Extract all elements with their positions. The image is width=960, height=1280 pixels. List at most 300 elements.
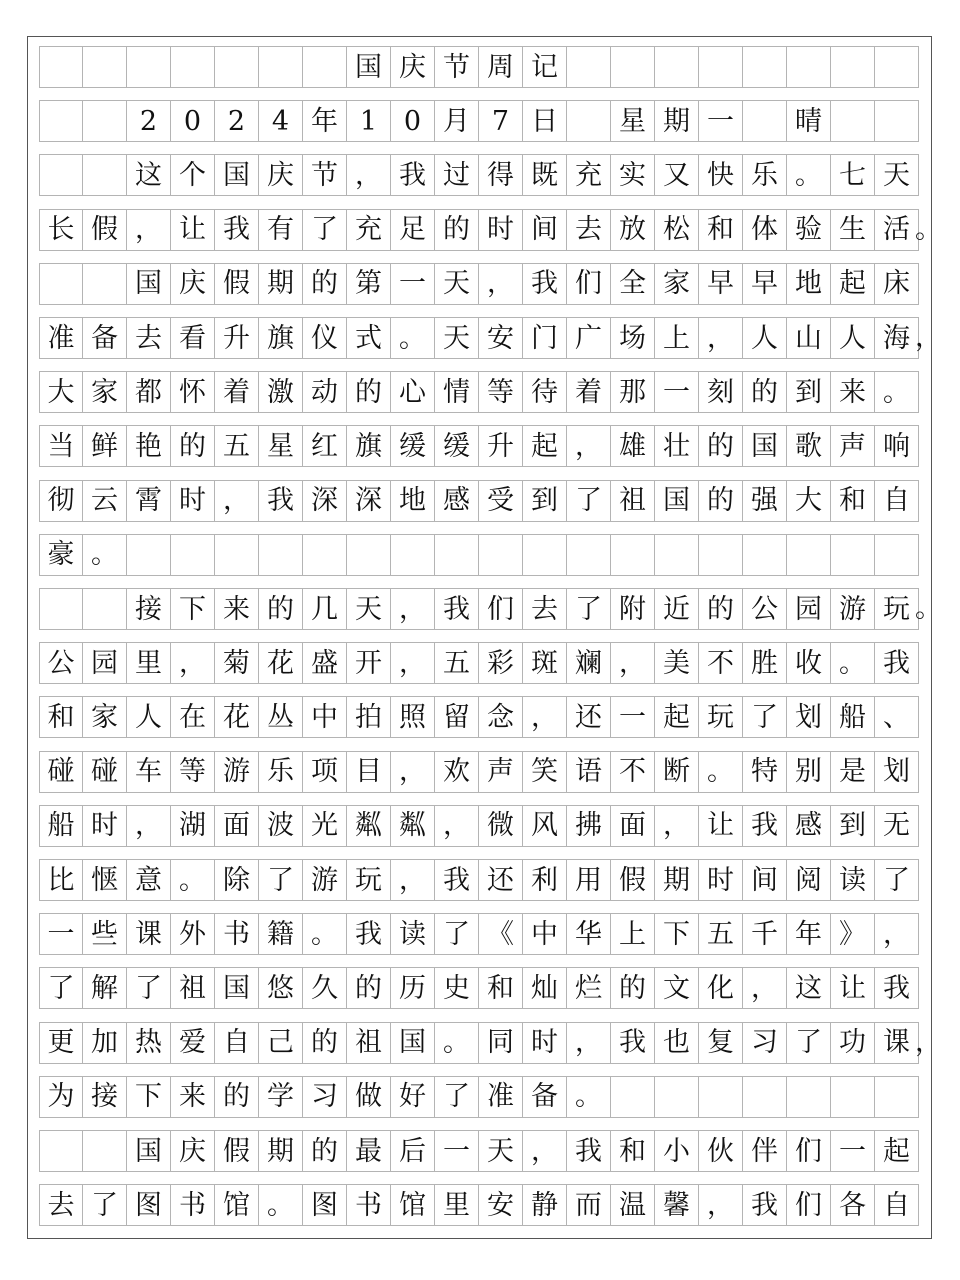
grid-cell: [303, 46, 347, 88]
grid-cell: 历: [391, 967, 435, 1009]
grid-cell: 花: [215, 696, 259, 738]
grid-cell: [83, 154, 127, 196]
grid-cell: 4: [259, 100, 303, 142]
grid-cell: 天: [347, 588, 391, 630]
grid-cell: ，: [391, 642, 435, 684]
grid-cell: 年: [303, 100, 347, 142]
grid-cell: 断: [655, 751, 699, 793]
grid-cell: 国: [215, 154, 259, 196]
grid-cell: 微: [479, 805, 523, 847]
grid-cell: 0: [171, 100, 215, 142]
grid-cell: 也: [655, 1022, 699, 1064]
grid-cell: 化: [699, 967, 743, 1009]
grid-cell: 加: [83, 1022, 127, 1064]
grid-cell: 我: [567, 1130, 611, 1172]
overhang-punctuation: ，: [915, 322, 942, 353]
grid-cell: 们: [787, 1130, 831, 1172]
grid-cell: 准: [479, 1076, 523, 1118]
grid-cell: 天: [435, 317, 479, 359]
grid-cell: 又: [655, 154, 699, 196]
grid-cell: 一: [391, 263, 435, 305]
grid-cell: 习: [743, 1022, 787, 1064]
grid-cell: 面: [215, 805, 259, 847]
grid-cell: 声: [831, 425, 875, 467]
grid-cell: 地: [391, 480, 435, 522]
grid-cell: ，: [567, 1022, 611, 1064]
grid-cell: 划: [875, 751, 919, 793]
grid-row: [39, 642, 921, 684]
grid-cell: ，: [699, 317, 743, 359]
grid-cell: 伴: [743, 1130, 787, 1172]
grid-cell: [611, 46, 655, 88]
overhang-punctuation: 。: [915, 593, 942, 624]
grid-cell: 不: [611, 751, 655, 793]
grid-cell: 缓: [391, 425, 435, 467]
grid-cell: 早: [699, 263, 743, 305]
grid-cell: 彻: [39, 480, 83, 522]
grid-cell: 馨: [655, 1184, 699, 1226]
grid-cell: 起: [655, 696, 699, 738]
grid-cell: 了: [259, 859, 303, 901]
grid-cell: 准: [39, 317, 83, 359]
grid-cell: 接: [83, 1076, 127, 1118]
grid-cell: 的: [303, 1130, 347, 1172]
grid-cell: 的: [171, 425, 215, 467]
grid-cell: 的: [259, 588, 303, 630]
grid-cell: 个: [171, 154, 215, 196]
grid-row: [39, 751, 921, 793]
grid-cell: 国: [127, 1130, 171, 1172]
grid-cell: 目: [347, 751, 391, 793]
grid-cell: [39, 263, 83, 305]
grid-cell: 而: [567, 1184, 611, 1226]
grid-cell: 年: [787, 913, 831, 955]
grid-cell: [83, 100, 127, 142]
grid-cell: 充: [567, 154, 611, 196]
grid-cell: 期: [259, 1130, 303, 1172]
grid-cell: 祖: [171, 967, 215, 1009]
overhang-punctuation: ，: [915, 1026, 942, 1058]
grid-cell: 接: [127, 588, 171, 630]
grid-cell: 假: [215, 1130, 259, 1172]
grid-cell: 碰: [83, 751, 127, 793]
grid-cell: 项: [303, 751, 347, 793]
grid-cell: [787, 534, 831, 576]
grid-cell: 上: [611, 913, 655, 955]
grid-cell: [699, 534, 743, 576]
grid-cell: 。: [303, 913, 347, 955]
grid-cell: 天: [435, 263, 479, 305]
grid-cell: 家: [83, 371, 127, 413]
grid-cell: 。: [787, 154, 831, 196]
grid-cell: 开: [347, 642, 391, 684]
grid-cell: 晴: [787, 100, 831, 142]
grid-cell: 心: [391, 371, 435, 413]
grid-cell: 星: [259, 425, 303, 467]
grid-cell: 艳: [127, 425, 171, 467]
grid-cell: ，: [567, 425, 611, 467]
grid-cell: 我: [875, 967, 919, 1009]
grid-row: [39, 967, 921, 1009]
grid-cell: [39, 588, 83, 630]
grid-cell: [655, 1076, 699, 1118]
grid-cell: 伙: [699, 1130, 743, 1172]
grid-cell: 五: [699, 913, 743, 955]
grid-cell: 都: [127, 371, 171, 413]
grid-cell: 动: [303, 371, 347, 413]
grid-cell: 文: [655, 967, 699, 1009]
grid-cell: [743, 1076, 787, 1118]
grid-cell: 国: [215, 967, 259, 1009]
grid-cell: 的: [303, 263, 347, 305]
grid-cell: 温: [611, 1184, 655, 1226]
grid-cell: 胜: [743, 642, 787, 684]
grid-cell: 去: [39, 1184, 83, 1226]
grid-cell: 和: [479, 967, 523, 1009]
grid-cell: 我: [259, 480, 303, 522]
grid-cell: 声: [479, 751, 523, 793]
grid-cell: 久: [303, 967, 347, 1009]
grid-cell: 华: [567, 913, 611, 955]
grid-cell: 车: [127, 751, 171, 793]
grid-cell: 我: [743, 805, 787, 847]
grid-cell: 有: [259, 209, 303, 251]
grid-cell: 还: [479, 859, 523, 901]
grid-cell: 了: [875, 859, 919, 901]
grid-cell: 下: [171, 588, 215, 630]
grid-cell: 充: [347, 209, 391, 251]
grid-cell: 海: [875, 317, 919, 359]
grid-cell: 旗: [259, 317, 303, 359]
grid-cell: 。: [699, 751, 743, 793]
grid-cell: 起: [523, 425, 567, 467]
grid-cell: [875, 100, 919, 142]
grid-cell: [611, 1076, 655, 1118]
grid-row: [39, 425, 921, 467]
grid-cell: 感: [787, 805, 831, 847]
grid-cell: 生: [831, 209, 875, 251]
grid-cell: 读: [831, 859, 875, 901]
grid-row: [39, 209, 921, 251]
grid-cell: ，: [523, 1130, 567, 1172]
grid-cell: ，: [391, 859, 435, 901]
grid-cell: 的: [611, 967, 655, 1009]
grid-cell: 惬: [83, 859, 127, 901]
grid-cell: 日: [523, 100, 567, 142]
grid-cell: 史: [435, 967, 479, 1009]
grid-cell: [127, 46, 171, 88]
grid-cell: 国: [655, 480, 699, 522]
grid-row: [39, 859, 921, 901]
grid-cell: 和: [831, 480, 875, 522]
grid-cell: 些: [83, 913, 127, 955]
grid-cell: [831, 1076, 875, 1118]
grid-cell: 各: [831, 1184, 875, 1226]
grid-cell: 深: [303, 480, 347, 522]
grid-cell: 壮: [655, 425, 699, 467]
grid-cell: 来: [171, 1076, 215, 1118]
grid-cell: 拍: [347, 696, 391, 738]
grid-cell: 解: [83, 967, 127, 1009]
grid-cell: 特: [743, 751, 787, 793]
grid-cell: 风: [523, 805, 567, 847]
grid-cell: 深: [347, 480, 391, 522]
grid-cell: [391, 534, 435, 576]
grid-cell: 的: [743, 371, 787, 413]
grid-cell: 习: [303, 1076, 347, 1118]
grid-cell: 去: [567, 209, 611, 251]
grid-cell: 快: [699, 154, 743, 196]
grid-cell: 盛: [303, 642, 347, 684]
grid-cell: 我: [215, 209, 259, 251]
grid-cell: 划: [787, 696, 831, 738]
grid-cell: 体: [743, 209, 787, 251]
grid-cell: 到: [831, 805, 875, 847]
grid-cell: 足: [391, 209, 435, 251]
grid-cell: 红: [303, 425, 347, 467]
grid-cell: 斑: [523, 642, 567, 684]
grid-cell: 了: [435, 913, 479, 955]
grid-cell: 彩: [479, 642, 523, 684]
grid-cell: 去: [523, 588, 567, 630]
grid-cell: 。: [831, 642, 875, 684]
grid-cell: 们: [567, 263, 611, 305]
grid-row: [39, 371, 921, 413]
grid-cell: [39, 154, 83, 196]
grid-cell: 为: [39, 1076, 83, 1118]
grid-cell: 烂: [567, 967, 611, 1009]
grid-cell: 一: [435, 1130, 479, 1172]
grid-cell: 玩: [347, 859, 391, 901]
grid-cell: 功: [831, 1022, 875, 1064]
grid-cell: 节: [303, 154, 347, 196]
grid-cell: 周: [479, 46, 523, 88]
grid-cell: [743, 534, 787, 576]
grid-cell: [567, 46, 611, 88]
grid-cell: 别: [787, 751, 831, 793]
grid-cell: 强: [743, 480, 787, 522]
grid-cell: 升: [215, 317, 259, 359]
grid-cell: 了: [39, 967, 83, 1009]
grid-cell: 7: [479, 100, 523, 142]
grid-cell: 过: [435, 154, 479, 196]
grid-cell: 家: [655, 263, 699, 305]
grid-cell: 了: [567, 480, 611, 522]
grid-cell: 雄: [611, 425, 655, 467]
grid-cell: 0: [391, 100, 435, 142]
grid-cell: 乐: [259, 751, 303, 793]
grid-cell: 七: [831, 154, 875, 196]
grid-cell: ，: [875, 913, 919, 955]
grid-cell: 《: [479, 913, 523, 955]
grid-cell: 用: [567, 859, 611, 901]
grid-cell: 课: [875, 1022, 919, 1064]
grid-cell: 这: [787, 967, 831, 1009]
grid-cell: 天: [875, 154, 919, 196]
grid-cell: [655, 46, 699, 88]
grid-cell: 激: [259, 371, 303, 413]
grid-cell: 了: [787, 1022, 831, 1064]
grid-cell: 欢: [435, 751, 479, 793]
grid-cell: 课: [127, 913, 171, 955]
grid-cell: 第: [347, 263, 391, 305]
grid-cell: 假: [215, 263, 259, 305]
grid-cell: [875, 1076, 919, 1118]
grid-cell: 国: [347, 46, 391, 88]
grid-cell: 云: [83, 480, 127, 522]
grid-cell: 公: [39, 642, 83, 684]
grid-row: [39, 154, 921, 196]
grid-cell: 旗: [347, 425, 391, 467]
grid-cell: 玩: [875, 588, 919, 630]
grid-cell: 灿: [523, 967, 567, 1009]
grid-cell: 我: [743, 1184, 787, 1226]
grid-cell: 比: [39, 859, 83, 901]
grid-cell: [787, 46, 831, 88]
grid-cell: 船: [831, 696, 875, 738]
grid-cell: 的: [303, 1022, 347, 1064]
grid-cell: 玩: [699, 696, 743, 738]
grid-cell: 小: [655, 1130, 699, 1172]
grid-row: [39, 1130, 921, 1172]
grid-cell: 大: [39, 371, 83, 413]
grid-cell: [611, 534, 655, 576]
grid-cell: [567, 100, 611, 142]
grid-cell: 节: [435, 46, 479, 88]
grid-cell: 里: [127, 642, 171, 684]
grid-cell: 们: [479, 588, 523, 630]
grid-cell: 在: [171, 696, 215, 738]
grid-cell: 一: [655, 371, 699, 413]
grid-cell: [83, 46, 127, 88]
grid-cell: 下: [655, 913, 699, 955]
grid-cell: 验: [787, 209, 831, 251]
grid-cell: [699, 1076, 743, 1118]
grid-cell: 园: [787, 588, 831, 630]
grid-cell: ，: [391, 588, 435, 630]
grid-cell: 得: [479, 154, 523, 196]
grid-cell: 天: [479, 1130, 523, 1172]
grid-cell: ，: [523, 696, 567, 738]
grid-cell: 的: [435, 209, 479, 251]
grid-cell: 五: [435, 642, 479, 684]
grid-row: [39, 1184, 921, 1226]
grid-cell: 们: [787, 1184, 831, 1226]
grid-cell: 了: [567, 588, 611, 630]
grid-cell: 图: [127, 1184, 171, 1226]
grid-cell: 还: [567, 696, 611, 738]
grid-cell: 歌: [787, 425, 831, 467]
grid-cell: 好: [391, 1076, 435, 1118]
grid-cell: 祖: [347, 1022, 391, 1064]
grid-cell: 和: [39, 696, 83, 738]
grid-cell: [127, 534, 171, 576]
grid-cell: 松: [655, 209, 699, 251]
grid-cell: 时: [479, 209, 523, 251]
grid-row: [39, 317, 921, 359]
grid-cell: ，: [699, 1184, 743, 1226]
grid-cell: 人: [743, 317, 787, 359]
grid-cell: 复: [699, 1022, 743, 1064]
grid-cell: 间: [523, 209, 567, 251]
grid-cell: [523, 534, 567, 576]
grid-cell: 国: [391, 1022, 435, 1064]
grid-cell: 着: [215, 371, 259, 413]
grid-cell: [567, 534, 611, 576]
grid-cell: 假: [611, 859, 655, 901]
grid-cell: 鲜: [83, 425, 127, 467]
grid-cell: 里: [435, 1184, 479, 1226]
grid-cell: 庆: [391, 46, 435, 88]
grid-cell: [83, 1130, 127, 1172]
grid-cell: [215, 534, 259, 576]
grid-cell: 》: [831, 913, 875, 955]
grid-cell: 仪: [303, 317, 347, 359]
grid-cell: 书: [171, 1184, 215, 1226]
grid-cell: 同: [479, 1022, 523, 1064]
grid-cell: [787, 1076, 831, 1118]
grid-cell: 意: [127, 859, 171, 901]
grid-cell: 间: [743, 859, 787, 901]
grid-cell: 早: [743, 263, 787, 305]
grid-cell: 我: [347, 913, 391, 955]
grid-cell: 园: [83, 642, 127, 684]
grid-cell: 那: [611, 371, 655, 413]
grid-cell: [743, 100, 787, 142]
grid-cell: [435, 534, 479, 576]
grid-cell: [215, 46, 259, 88]
grid-cell: 自: [875, 480, 919, 522]
grid-cell: 升: [479, 425, 523, 467]
grid-cell: 安: [479, 317, 523, 359]
grid-cell: 了: [83, 1184, 127, 1226]
grid-cell: 。: [171, 859, 215, 901]
grid-cell: 笑: [523, 751, 567, 793]
grid-cell: 悠: [259, 967, 303, 1009]
grid-cell: 了: [743, 696, 787, 738]
grid-cell: 广: [567, 317, 611, 359]
grid-cell: ，: [611, 642, 655, 684]
grid-cell: 。: [391, 317, 435, 359]
grid-cell: 到: [523, 480, 567, 522]
grid-cell: 庆: [259, 154, 303, 196]
grid-cell: 游: [831, 588, 875, 630]
grid-cell: 公: [743, 588, 787, 630]
grid-cell: 人: [127, 696, 171, 738]
grid-cell: 语: [567, 751, 611, 793]
grid-cell: 让: [699, 805, 743, 847]
grid-cell: 学: [259, 1076, 303, 1118]
grid-cell: 起: [831, 263, 875, 305]
grid-cell: 美: [655, 642, 699, 684]
grid-cell: 等: [171, 751, 215, 793]
grid-cell: [39, 1130, 83, 1172]
grid-cell: 。: [567, 1076, 611, 1118]
grid-cell: ，: [127, 805, 171, 847]
grid-cell: 受: [479, 480, 523, 522]
grid-cell: 最: [347, 1130, 391, 1172]
grid-cell: 花: [259, 642, 303, 684]
grid-cell: [83, 588, 127, 630]
grid-cell: 更: [39, 1022, 83, 1064]
grid-cell: 斓: [567, 642, 611, 684]
grid-cell: 中: [523, 913, 567, 955]
grid-cell: ，: [479, 263, 523, 305]
grid-cell: 自: [875, 1184, 919, 1226]
grid-cell: 馆: [215, 1184, 259, 1226]
grid-cell: 的: [699, 425, 743, 467]
grid-cell: ，: [743, 967, 787, 1009]
